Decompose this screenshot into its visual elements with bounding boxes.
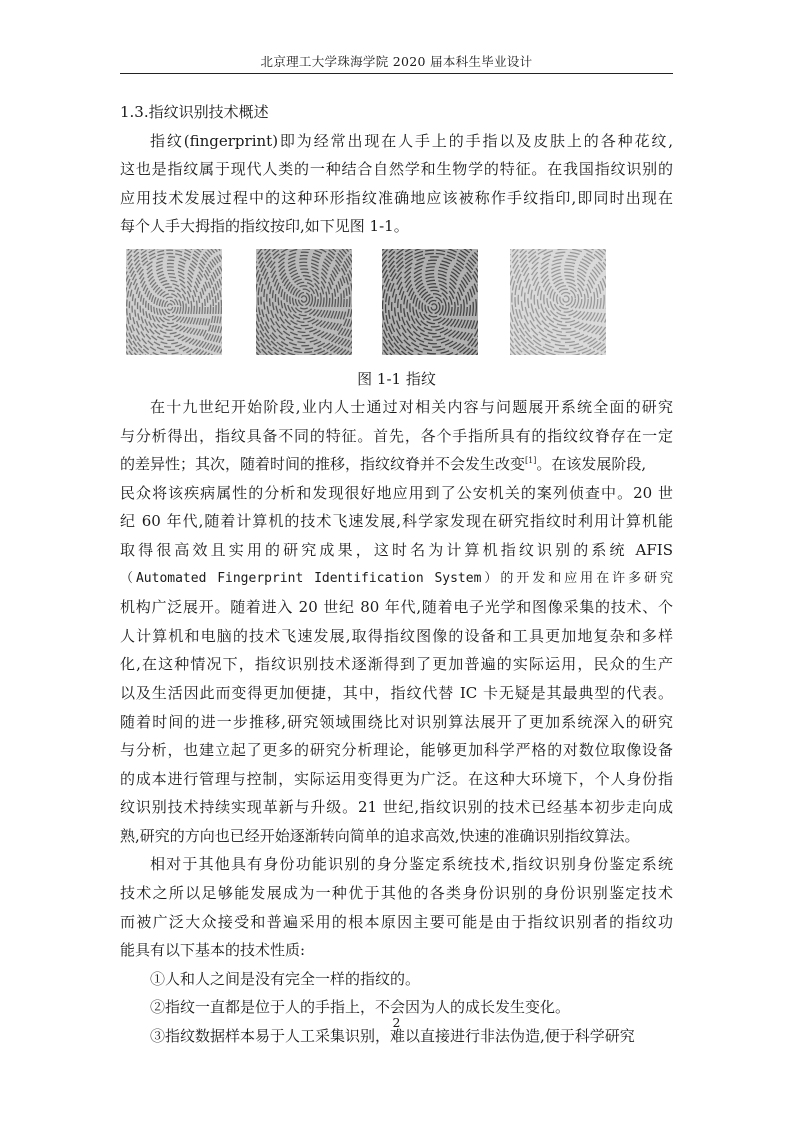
paragraph-line: 取得很高效且实用的研究成果，这时名为计算机指纹识别的系统 AFIS bbox=[120, 540, 673, 559]
paragraph-line bbox=[120, 450, 673, 479]
paragraph-line: 纹识别技术持续实现革新与升级。21 世纪,指纹识别的技术已经基本初步走向成 bbox=[120, 798, 673, 817]
figure-fingerprints bbox=[120, 249, 673, 359]
fingerprint-image-3 bbox=[382, 249, 478, 355]
paragraph-line: 技术之所以足够能发展成为一种优于其他的各类身份识别的身份识别鉴定技术 bbox=[120, 884, 673, 903]
page-content bbox=[120, 98, 673, 1051]
paragraph-line: 能具有以下基本的技术性质: bbox=[120, 941, 306, 960]
property-list bbox=[120, 965, 673, 1051]
page-header: 北京理工大学珠海学院 2020 届本科生毕业设计 bbox=[260, 54, 533, 69]
paragraph-line: 以及生活因此而变得更加便捷，其中，指纹代替 IC 卡无疑是其最典型的代表。 bbox=[120, 683, 673, 702]
paragraph-line: 与分析得出，指纹具备不同的特征。首先，各个手指所具有的指纹纹脊存在一定 bbox=[120, 426, 673, 445]
paragraph-line: 指纹(fingerprint)即为经常出现在人手上的手指以及皮肤上的各种花纹, bbox=[150, 131, 673, 150]
header-rule bbox=[120, 73, 673, 74]
list-item: ①人和人之间是没有完全一样的指纹的。 bbox=[150, 969, 421, 988]
paragraph-3 bbox=[120, 850, 673, 964]
citation-ref: [1] bbox=[525, 456, 537, 466]
paragraph-1 bbox=[120, 127, 673, 241]
paragraph-line: 纪 60 年代,随着计算机的技术飞速发展,科学家发现在研究指纹时利用计算机能 bbox=[120, 512, 673, 531]
fingerprint-image-4 bbox=[510, 249, 606, 355]
paragraph-line: （Automated Fingerprint Identification System）的开发和应用在许多研究 bbox=[120, 570, 673, 586]
paragraph-line: 每个人手大拇指的指纹按印,如下见图 1-1。 bbox=[120, 217, 409, 236]
figure-caption: 图 1-1 指纹 bbox=[357, 369, 436, 388]
list-item: ②指纹一直都是位于人的手指上，不会因为人的成长发生变化。 bbox=[150, 998, 571, 1017]
line-text: 的差异性；其次，随着时间的推移，指纹纹脊并不会发生改变 bbox=[120, 455, 526, 474]
page-number: 2 bbox=[392, 1015, 401, 1030]
paragraph-line: 随着时间的进一步推移,研究领域围绕比对识别算法展开了更加系统深入的研究 bbox=[120, 712, 673, 731]
paragraph-2 bbox=[120, 393, 673, 851]
fingerprint-image-2 bbox=[256, 249, 352, 355]
paragraph-line: 民众将该疾病属性的分析和发现很好地应用到了公安机关的案列侦查中。20 世 bbox=[120, 483, 673, 502]
paragraph-line: 的成本进行管理与控制，实际运用变得更为广泛。在这种大环境下，个人身份指 bbox=[120, 769, 673, 788]
paragraph-line: 应用技术发展过程中的这种环形指纹准确地应该被称作手纹指印,即同时出现在 bbox=[120, 188, 673, 207]
paragraph-line: 人计算机和电脑的技术飞速发展,取得指纹图像的设备和工具更加地复杂和多样 bbox=[120, 626, 673, 645]
paragraph-line: 在十九世纪开始阶段,业内人士通过对相关内容与问题展开系统全面的研究 bbox=[150, 397, 673, 416]
paragraph-line: 相对于其他具有身份功能识别的身分鉴定系统技术,指纹识别身份鉴定系统 bbox=[150, 855, 673, 874]
paragraph-line: 熟,研究的方向也已经开始逐渐转向简单的追求高效,快速的准确识别指纹算法。 bbox=[120, 826, 640, 845]
paragraph-line: 机构广泛展开。随着进入 20 世纪 80 年代,随着电子光学和图像采集的技术、个 bbox=[120, 598, 673, 617]
paragraph-line: 化,在这种情况下，指纹识别技术逐渐得到了更加普遍的实际运用，民众的生产 bbox=[120, 655, 673, 674]
paragraph-line: 而被广泛大众接受和普遍采用的根本原因主要可能是由于指纹识别者的指纹功 bbox=[120, 912, 673, 931]
fingerprint-image-1 bbox=[126, 249, 222, 355]
section-title: 1.3.指纹识别技术概述 bbox=[120, 103, 269, 121]
paragraph-line: 与分析，也建立起了更多的研究分析理论，能够更加科学严格的对数位取像设备 bbox=[120, 741, 673, 760]
paragraph-line: 这也是指纹属于现代人类的一种结合自然学和生物学的特征。在我国指纹识别的 bbox=[120, 160, 673, 179]
line-text: 。在该发展阶段, bbox=[536, 455, 647, 474]
list-item: ③指纹数据样本易于人工采集识别，难以直接进行非法伪造,便于科学研究 bbox=[150, 1027, 635, 1046]
